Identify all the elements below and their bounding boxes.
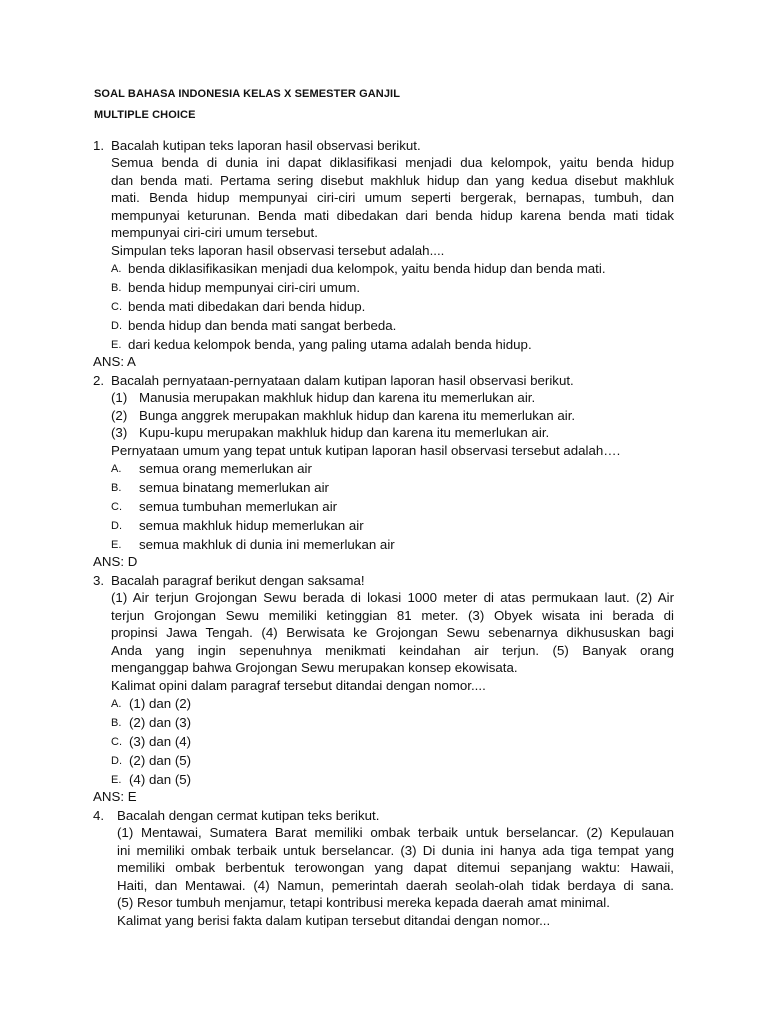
option-letter: C. [111,501,122,513]
question-4-passage-line: (5) Resor tumbuh menjamur, tetapi kontribusi mereka kepada daerah amat minimal. [117,895,610,910]
question-4-passage-line: Haiti, dan Mentawai. (4) Namun, pemerintah daerah seolah-olah tidak berdaya di sana. [117,878,674,893]
question-2-question: Pernyataan umum yang tepat untuk kutipan laporan hasil observasi tersebut adalah…. [111,443,621,458]
question-1-passage-line: mati. Benda hidup mempunyai ciri-ciri umum seperti bergerak, bernapas, tumbuh, dan [111,190,674,205]
option-letter: D. [111,320,122,332]
option-letter: E. [111,774,122,786]
question-2-number: 2. [93,373,105,388]
option-letter: A. [111,698,122,710]
option-letter: C. [111,301,122,313]
question-1-passage-line: Semua benda di dunia ini dapat diklasifikasi menjadi dua kelompok, yaitu benda hidup [111,155,674,170]
option-letter: A. [111,263,122,275]
option-text: benda hidup mempunyai ciri-ciri umum. [128,280,361,295]
option-letter: E. [111,539,122,551]
option-text: semua makhluk di dunia ini memerlukan air [139,537,395,552]
option-text: benda hidup dan benda mati sangat berbeda. [128,318,397,333]
question-1-passage-line: mempunyai ciri-ciri umum tersebut. [111,225,318,240]
question-4-passage-line: ini memiliki ombak terbaik untuk berselancar. (3) Di dunia ini hanya ada tiga tempat yang [117,843,674,858]
question-3-passage-line: propinsi Jawa Tengah. (4) Berwisata ke Grojongan Sewu sebenarnya dikhususkan bagi [111,625,674,640]
statement-number: (2) [111,408,128,423]
option-text: (3) dan (4) [129,734,192,749]
question-4-number: 4. [93,808,105,823]
option-letter: C. [111,736,122,748]
option-letter: B. [111,717,122,729]
option-letter: D. [111,755,122,767]
question-2-prompt: Bacalah pernyataan-pernyataan dalam kutipan laporan hasil observasi berikut. [111,373,574,388]
answer-key: ANS: A [93,354,136,369]
option-letter: D. [111,520,122,532]
question-1-number: 1. [93,138,105,153]
question-3-passage-line: (1) Air terjun Grojongan Sewu berada di lokasi 1000 meter di atas permukaan laut. (2) Air [111,590,674,605]
question-4-passage-line: (1) Mentawai, Sumatera Barat memiliki ombak terbaik untuk berselancar. (2) Kepulauan [117,825,674,840]
statement-text: Manusia merupakan makhluk hidup dan karena itu memerlukan air. [139,390,536,405]
option-text: semua tumbuhan memerlukan air [139,499,338,514]
answer-key: ANS: E [93,789,137,804]
option-letter: A. [111,463,122,475]
statement-number: (3) [111,425,128,440]
option-text: (2) dan (5) [129,753,192,768]
statement-text: Kupu-kupu merupakan makhluk hidup dan karena itu memerlukan air. [139,425,550,440]
option-text: (4) dan (5) [129,772,192,787]
answer-key: ANS: D [93,554,138,569]
option-letter: B. [111,482,122,494]
statement-number: (1) [111,390,128,405]
option-text: semua binatang memerlukan air [139,480,329,495]
option-text: dari kedua kelompok benda, yang paling utama adalah benda hidup. [128,337,532,352]
question-3-question: Kalimat opini dalam paragraf tersebut ditandai dengan nomor.... [111,678,486,693]
question-4-passage-line: memiliki ombak berbentuk terowongan yang dapat ditemui sepanjang waktu: Hawaii, [117,860,674,875]
question-3-number: 3. [93,573,105,588]
option-text: (2) dan (3) [129,715,192,730]
question-3-passage-line: Anda yang ingin sepenuhnya menikmati keindahan air terjun. (5) Banyak orang [111,643,674,658]
question-1-prompt: Bacalah kutipan teks laporan hasil observasi berikut. [111,138,421,153]
question-1-passage-line: dan benda mati. Pertama sering disebut makhluk hidup dan yang kedua disebut makhluk [111,173,674,188]
question-1-passage-line: mempunyai keturunan. Benda mati dibedakan dari benda hidup karena benda mati tidak [111,208,674,223]
option-letter: E. [111,339,122,351]
option-letter: B. [111,282,122,294]
document-subtitle: MULTIPLE CHOICE [94,109,196,121]
option-text: (1) dan (2) [129,696,192,711]
question-4-prompt: Bacalah dengan cermat kutipan teks berikut. [117,808,380,823]
option-text: semua makhluk hidup memerlukan air [139,518,364,533]
question-1-question: Simpulan teks laporan hasil observasi tersebut adalah.... [111,243,445,258]
document-title: SOAL BAHASA INDONESIA KELAS X SEMESTER GANJIL [94,88,401,100]
question-3-passage-line: menganggap bahwa Grojongan Sewu merupakan konsep ekowisata. [111,660,518,675]
question-3-prompt: Bacalah paragraf berikut dengan saksama! [111,573,365,588]
question-4-question: Kalimat yang berisi fakta dalam kutipan tersebut ditandai dengan nomor... [117,913,551,928]
option-text: benda mati dibedakan dari benda hidup. [128,299,366,314]
option-text: benda diklasifikasikan menjadi dua kelompok, yaitu benda hidup dan benda mati. [128,261,606,276]
statement-text: Bunga anggrek merupakan makhluk hidup dan karena itu memerlukan air. [139,408,576,423]
option-text: semua orang memerlukan air [139,461,312,476]
question-3-passage-line: terjun Grojongan Sewu memiliki ketinggian 81 meter. (3) Obyek wisata ini berada di [111,608,674,623]
